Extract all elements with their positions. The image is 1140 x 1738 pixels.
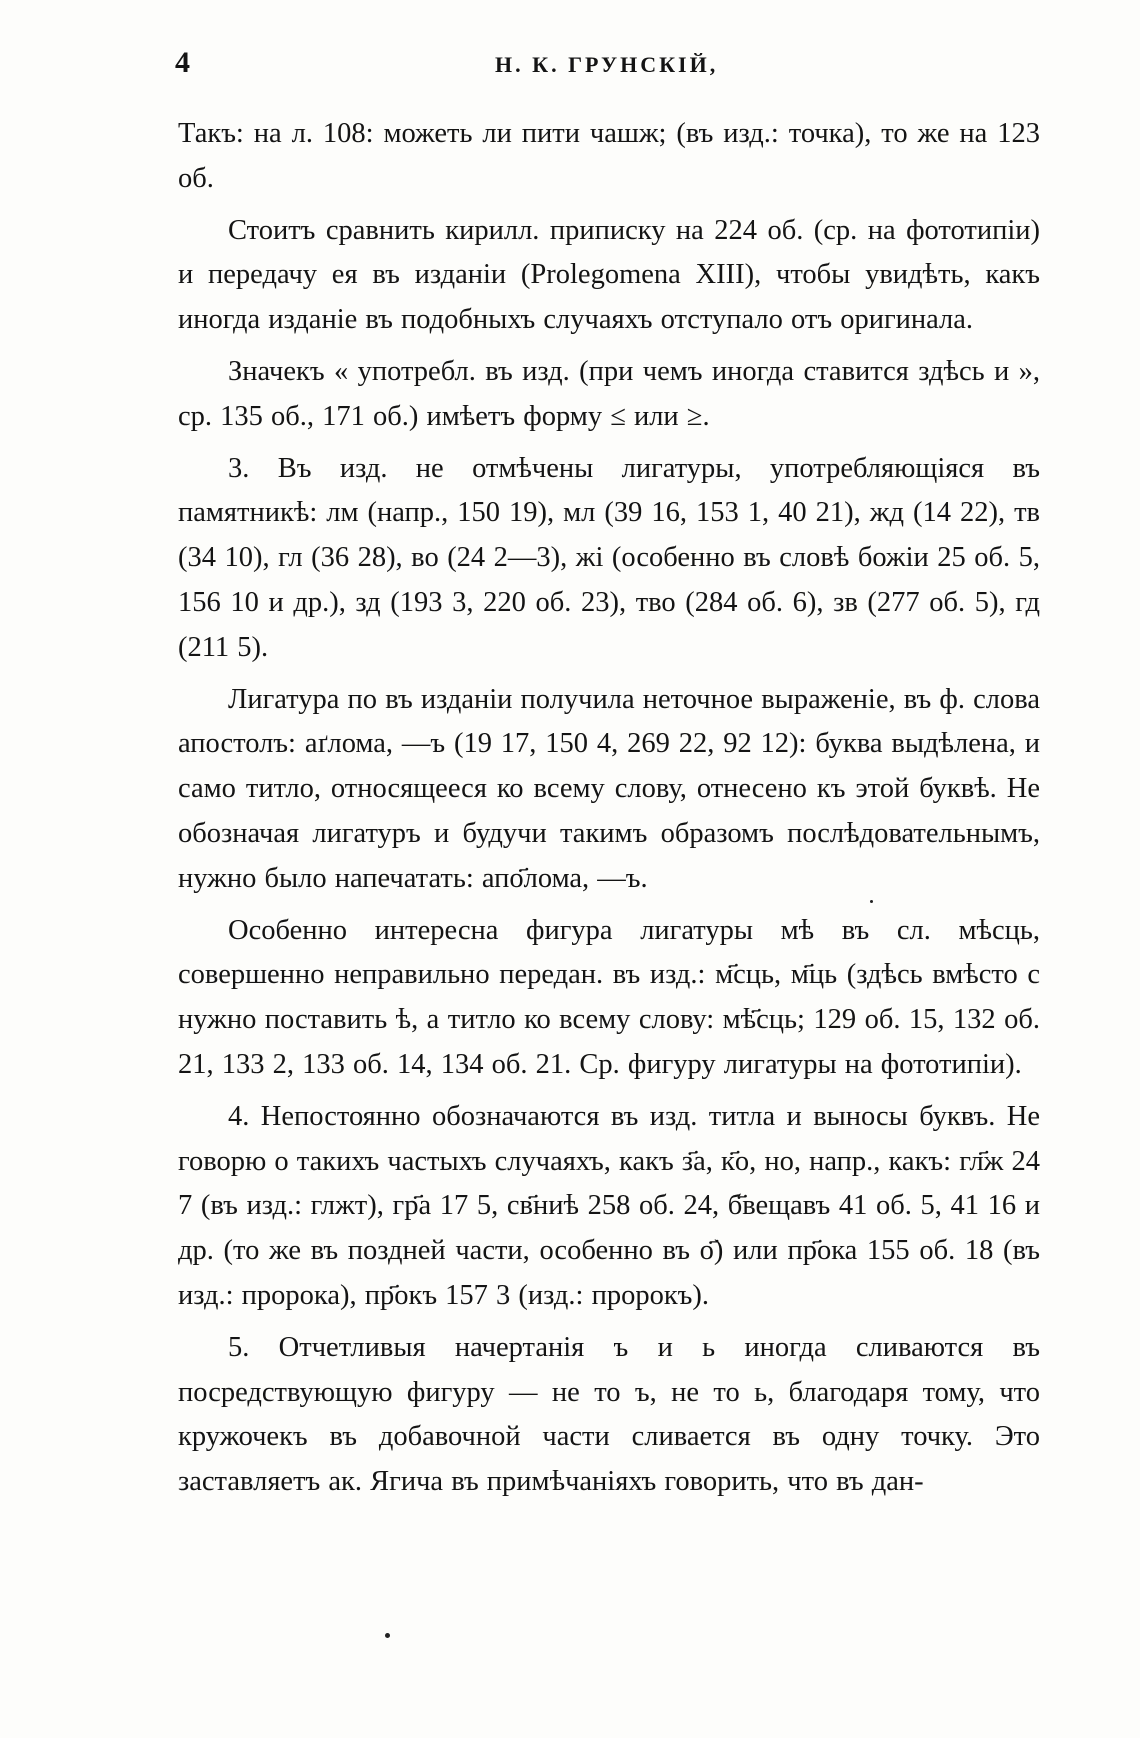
page-header xyxy=(175,46,1035,86)
paragraph: Стоитъ сравнить кирилл. приписку на 224 об. (ср. на фототипіи) и передачу ея въ изданіи (Prolegomena XIII), чтобы увидѣть, какъ иногда изданіе въ подобныхъ случаяхъ отступало отъ оригинала. xyxy=(178,214,1040,336)
paragraph: Значекъ « употребл. въ изд. (при чемъ иногда ставится здѣсь и », ср. 135 об., 171 об.) имѣетъ форму ≤ или ≥. xyxy=(178,355,1040,432)
running-title: Н. К. ГРУНСКІЙ, xyxy=(495,52,719,77)
paragraph: Лигатура по въ изданіи получила неточное выраженіе, въ ф. слова апостолъ: аґлома, —ъ (19 17, 150 4, 269 22, 92 12): буква выдѣлена, и само титло, относящееся ко всему слову, отнесено къ этой буквѣ. Не обозначая лигатуръ и будучи такимъ образомъ послѣдовательнымъ, нужно было напечатать: апо҃лома, —ъ. xyxy=(178,683,1040,894)
page-number: 4 xyxy=(175,46,190,79)
body-text xyxy=(178,112,1040,1512)
print-speck xyxy=(385,1633,390,1638)
paragraph: 4. Непостоянно обозначаются въ изд. титла и выносы буквъ. Не говорю о такихъ частыхъ случаяхъ, какъ з҃а, к҃о, но, напр., какъ: гл҃ж 24 7 (въ изд.: глжт), гр҃а 17 5, св҃ниѣ 258 об. 24, б҃вещавъ 41 об. 5, 41 16 и др. (то же въ поздней части, особенно въ о҃) или пр҃ока 155 об. 18 (въ изд.: пророка), пр҃окъ 157 3 (изд.: пророкъ). xyxy=(178,1100,1040,1311)
paragraph: Особенно интересна фигура лигатуры мѣ въ сл. мѣсць, совершенно неправильно передан. въ изд.: м҃сць, м҃ць (здѣсь вмѣсто с нужно поставить ѣ, а титло ко всему слову: мѣ҃сць; 129 об. 15, 132 об. 21, 133 2, 133 об. 14, 134 об. 21. Ср. фигуру лигатуры на фототипіи). xyxy=(178,914,1040,1080)
paragraph: 5. Отчетливыя начертанія ъ и ь иногда сливаются въ посредствующую фигуру — не то ъ, не то ь, благодаря тому, что кружочекъ въ добавочной части сливается въ одну точку. Это заставляетъ ак. Ягича въ примѣчаніяхъ говорить, что въ дан- xyxy=(178,1331,1040,1498)
paragraph: Такъ: на л. 108: можеть ли пити чашж; (въ изд.: точка), то же на 123 об. xyxy=(178,118,1040,194)
paragraph: 3. Въ изд. не отмѣчены лигатуры, употребляющіяся въ памятникѣ: лм (напр., 150 19), мл (39 16, 153 1, 40 21), жд (14 22), тв (34 10), гл (36 28), во (24 2—3), жі (особенно въ словѣ божіи 25 об. 5, 156 10 и др.), зд (193 3, 220 об. 23), тво (284 об. 6), зв (277 об. 5), гд (211 5). xyxy=(178,452,1040,663)
print-speck xyxy=(870,900,873,903)
